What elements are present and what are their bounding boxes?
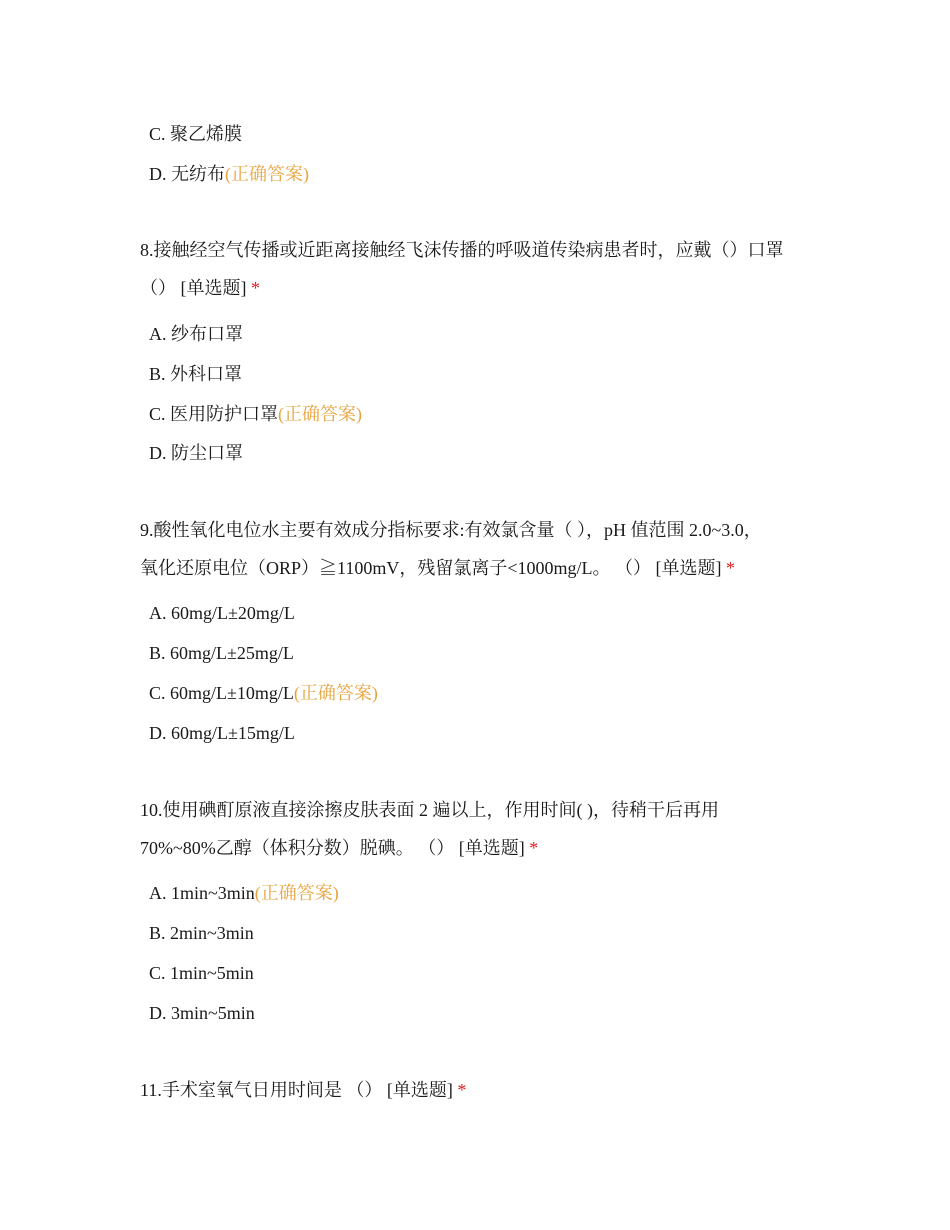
option-d[interactable] [149,162,309,186]
question-8-text-cont [140,276,260,300]
option-c[interactable] [149,122,242,146]
correct-answer-mark: (正确答案) [225,164,309,184]
option-text: D. 60mg/L±15mg/L [149,723,295,743]
option-text: A. 纱布口罩 [149,324,243,344]
q10-option-c[interactable] [149,961,254,985]
option-text: B. 2min~3min [149,923,254,943]
q8-option-c[interactable] [149,402,362,426]
required-mark: * [251,278,260,298]
q8-option-d[interactable] [149,441,243,465]
q9-option-b[interactable] [149,641,294,665]
option-text: C. 1min~5min [149,963,254,983]
option-text: B. 60mg/L±25mg/L [149,643,294,663]
correct-answer-mark: (正确答案) [254,883,339,903]
option-text: D. 无纺布 [149,164,225,184]
required-mark: * [725,558,735,578]
required-mark: * [529,838,539,858]
question-9-text: 9.酸性氧化电位水主要有效成分指标要求:有效氯含量（ ），pH 值范围 2.0~3.0， [140,520,762,540]
option-text: A. 60mg/L±20mg/L [149,603,295,623]
required-mark: * [457,1080,467,1100]
question-10-text-cont [140,836,538,860]
question-type: （） [单选题] [140,278,247,298]
q10-option-a[interactable] [149,881,339,905]
option-text: C. 聚乙烯膜 [149,124,243,144]
q9-option-a[interactable] [149,601,295,625]
option-text: B. 外科口罩 [149,364,243,384]
option-text: C. 医用防护口罩 [149,404,279,424]
q8-option-b[interactable] [149,362,242,386]
question-9-text-cont [140,556,735,580]
question-type: 70%~80%乙醇（体积分数）脱碘。 （） [单选题] [140,838,525,858]
question-11-text [140,1078,466,1102]
correct-answer-mark: (正确答案) [293,683,378,703]
option-text: C. 60mg/L±10mg/L [149,683,294,703]
correct-answer-mark: (正确答案) [278,404,363,424]
q9-option-d[interactable] [149,721,295,745]
q9-option-c[interactable] [149,681,378,705]
option-text: D. 3min~5min [149,1003,255,1023]
q10-option-b[interactable] [149,921,254,945]
question-type: 氧化还原电位（ORP）≧1100mV，残留氯离子<1000mg/L。 （） [单选题] [140,558,722,578]
option-text: A. 1min~3min [149,883,255,903]
question-8-text: 8.接触经空气传播或近距离接触经飞沫传播的呼吸道传染病患者时，应戴（）口罩 [140,240,784,260]
option-text: D. 防尘口罩 [149,443,243,463]
question-10-text: 10.使用碘酊原液直接涂擦皮肤表面 2 遍以上，作用时间( )，待稍干后再用 [140,800,719,820]
q10-option-d[interactable] [149,1001,255,1025]
q8-option-a[interactable] [149,322,243,346]
question-type: 11.手术室氧气日用时间是 （） [单选题] [140,1080,453,1100]
